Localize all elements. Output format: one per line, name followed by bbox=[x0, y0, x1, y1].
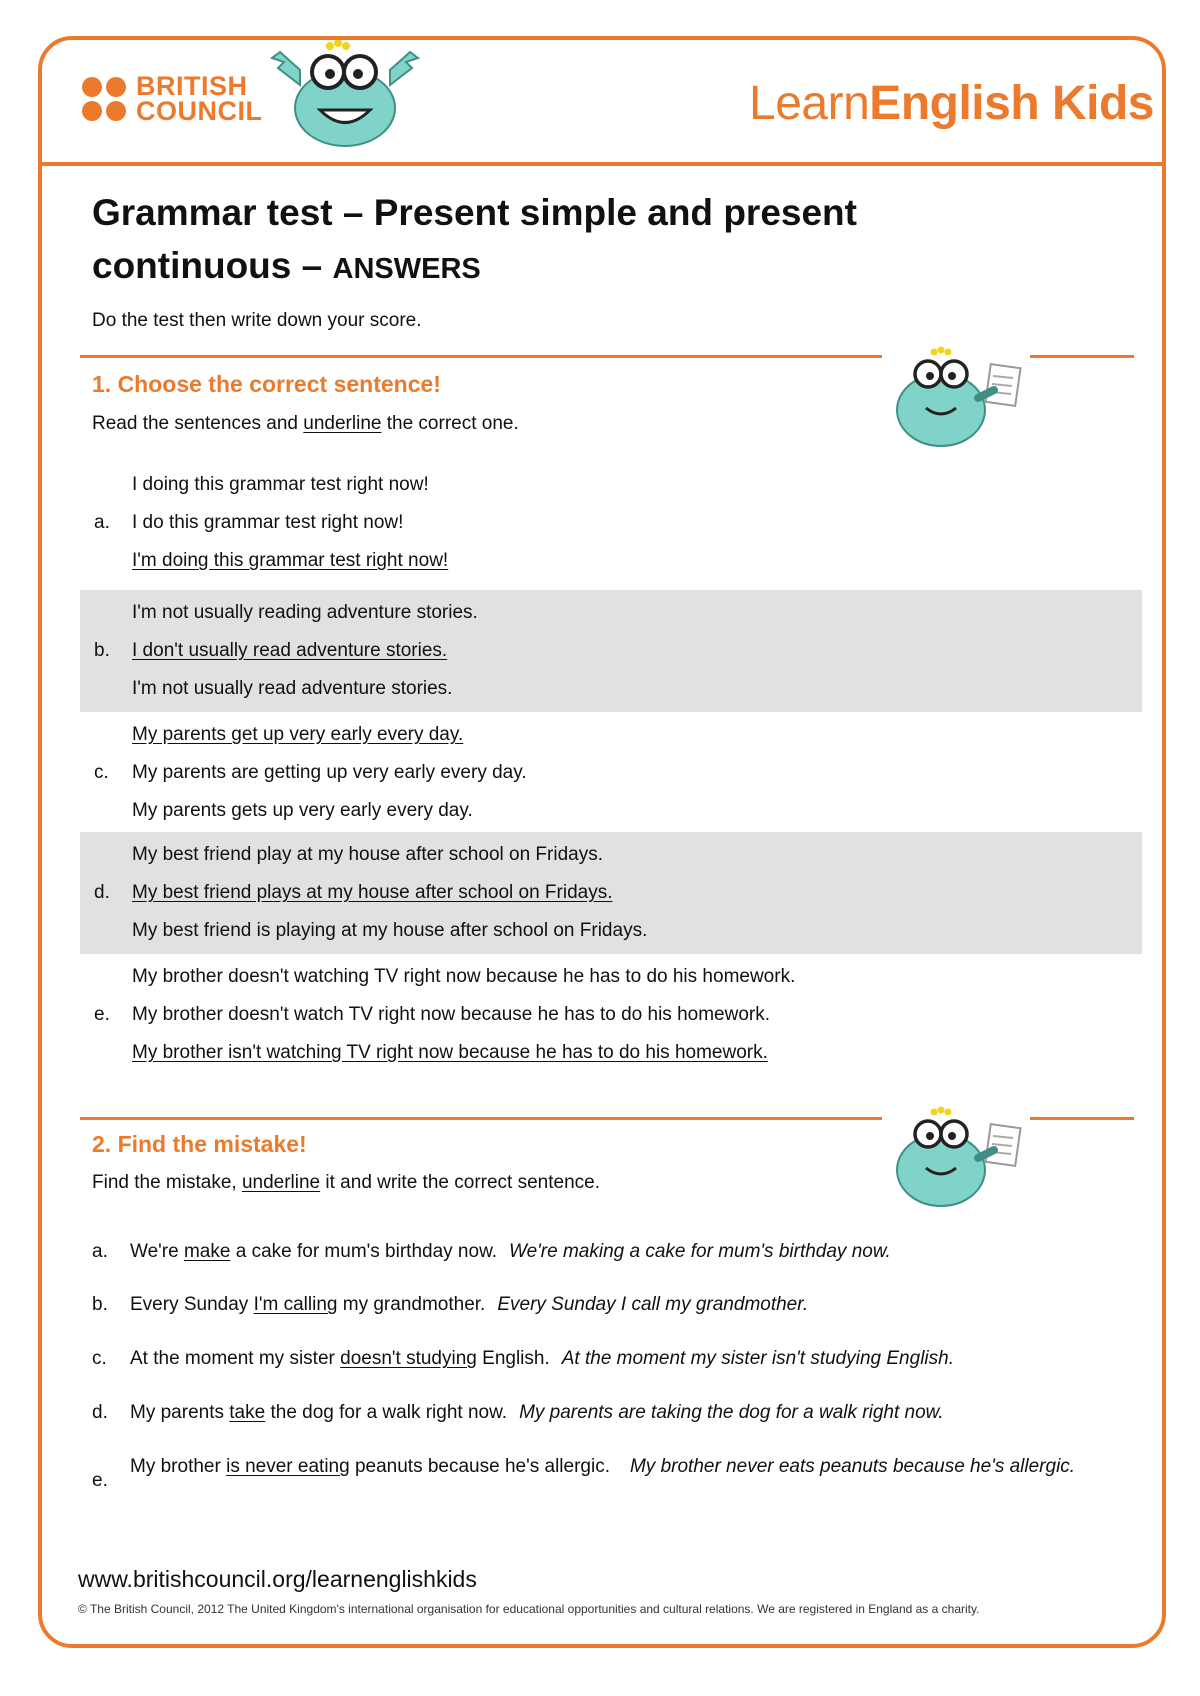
section1-instr-pre: Read the sentences and bbox=[92, 413, 298, 434]
intro-text: Do the test then write down your score. bbox=[92, 310, 422, 331]
footer-copyright: © The British Council, 2012 The United Kingdom's international organisation for educational opportunities and cultural relations. We are registered in England as a charity. bbox=[78, 1602, 980, 1616]
item-e-pre: My brother bbox=[130, 1456, 221, 1477]
question-e-option-3-correct: My brother isn't watching TV right now because he has to do his homework. bbox=[132, 1042, 768, 1063]
item-c-letter: c. bbox=[92, 1348, 107, 1369]
question-b-option-2-correct: I don't usually read adventure stories. bbox=[132, 640, 448, 661]
question-a-option-3-correct: I'm doing this grammar test right now! bbox=[132, 550, 449, 571]
item-a-post: a cake for mum's birthday now. bbox=[235, 1241, 498, 1262]
section2-instructions bbox=[92, 1172, 600, 1194]
item-e-answer: My brother never eats peanuts because he's allergic. bbox=[629, 1456, 1076, 1477]
bc-logo-line1: BRITISH bbox=[136, 71, 248, 101]
item-d-post: the dog for a walk right now. bbox=[270, 1402, 508, 1423]
question-a-option-2: I do this grammar test right now! bbox=[132, 512, 404, 533]
item-b-answer: Every Sunday I call my grandmother. bbox=[497, 1294, 809, 1315]
item-b-letter: b. bbox=[92, 1294, 108, 1315]
question-c-letter: c. bbox=[94, 762, 109, 783]
question-d bbox=[80, 832, 1142, 954]
item-d-answer: My parents are taking the dog for a walk right now. bbox=[519, 1402, 944, 1423]
title-line2: continuous – bbox=[92, 245, 323, 286]
title-answers: ANSWERS bbox=[332, 253, 481, 285]
item-d-mistake: take bbox=[229, 1402, 266, 1423]
monster-mascot-icon bbox=[270, 40, 420, 150]
question-e-letter: e. bbox=[94, 1004, 110, 1025]
le-logo-learn: Learn bbox=[749, 77, 870, 130]
question-d-option-1: My best friend play at my house after school on Fridays. bbox=[132, 844, 603, 865]
item-b-mistake: I'm calling bbox=[253, 1294, 338, 1315]
section1-rule-right bbox=[1030, 355, 1134, 358]
british-council-logo bbox=[82, 71, 263, 126]
item-c-answer: At the moment my sister isn't studying English. bbox=[561, 1348, 954, 1369]
section1-instr-underline: underline bbox=[303, 413, 382, 434]
section2-instr-underline: underline bbox=[241, 1172, 321, 1193]
item-a-letter: a. bbox=[92, 1241, 108, 1262]
question-a-letter: a. bbox=[94, 512, 110, 533]
question-e bbox=[80, 954, 1142, 1074]
section2-title: 2. Find the mistake! bbox=[92, 1131, 307, 1157]
item-c-post: English. bbox=[482, 1348, 550, 1369]
item-b-pre: Every Sunday bbox=[130, 1294, 249, 1315]
section1-rule-left bbox=[80, 355, 882, 358]
question-a-option-1: I doing this grammar test right now! bbox=[132, 474, 429, 495]
question-d-option-3: My best friend is playing at my house after school on Fridays. bbox=[132, 920, 648, 941]
footer-url: www.britishcouncil.org/learnenglishkids bbox=[78, 1566, 477, 1592]
question-c-option-3: My parents gets up very early every day. bbox=[132, 800, 473, 821]
section2-instr-post: it and write the correct sentence. bbox=[325, 1172, 600, 1193]
item-a-pre: We're bbox=[130, 1241, 179, 1262]
question-e-option-2: My brother doesn't watch TV right now because he has to do his homework. bbox=[132, 1004, 771, 1025]
question-c bbox=[80, 712, 1142, 832]
monster-with-paper-icon bbox=[886, 346, 1026, 450]
section1-instructions bbox=[92, 413, 519, 435]
question-b bbox=[80, 590, 1142, 712]
page-title bbox=[92, 186, 992, 296]
title-line1: Grammar test – Present simple and present bbox=[92, 192, 857, 233]
section1-questions bbox=[80, 468, 1142, 586]
question-c-option-2: My parents are getting up very early every day. bbox=[132, 762, 527, 783]
bc-logo-line2: COUNCIL bbox=[136, 96, 263, 126]
item-d-pre: My parents bbox=[130, 1402, 224, 1423]
item-e-mistake: is never eating bbox=[226, 1456, 350, 1477]
item-d-letter: d. bbox=[92, 1402, 108, 1423]
item-a-mistake: make bbox=[183, 1241, 231, 1262]
section2-rule-right bbox=[1030, 1117, 1134, 1120]
item-b-post: my grandmother. bbox=[342, 1294, 486, 1315]
item-a-answer: We're making a cake for mum's birthday now. bbox=[509, 1241, 891, 1262]
monster-with-paper-icon-2 bbox=[886, 1106, 1026, 1210]
question-b-option-3: I'm not usually read adventure stories. bbox=[132, 678, 453, 699]
question-a bbox=[80, 460, 1142, 578]
section1-instr-post: the correct one. bbox=[386, 413, 519, 434]
learnenglish-kids-logo bbox=[749, 76, 1154, 131]
question-b-letter: b. bbox=[94, 640, 110, 661]
section1-title: 1. Choose the correct sentence! bbox=[92, 371, 441, 397]
section1-questions-b-e bbox=[80, 590, 1142, 1074]
section2-instr-pre: Find the mistake, bbox=[92, 1172, 237, 1193]
item-e-letter: e. bbox=[92, 1470, 108, 1491]
item-e-post: peanuts because he's allergic. bbox=[354, 1456, 610, 1477]
question-c-option-1-correct: My parents get up very early every day. bbox=[132, 724, 464, 745]
british-council-dots-icon bbox=[82, 77, 126, 121]
le-logo-kids: Kids bbox=[1051, 77, 1154, 130]
item-c-mistake: doesn't studying bbox=[340, 1348, 477, 1369]
item-c-pre: At the moment my sister bbox=[130, 1348, 335, 1369]
le-logo-english: English bbox=[869, 77, 1040, 130]
section2-rule-left bbox=[80, 1117, 882, 1120]
question-d-option-2-correct: My best friend plays at my house after school on Fridays. bbox=[132, 882, 613, 903]
question-b-option-1: I'm not usually reading adventure stories. bbox=[132, 602, 478, 623]
header-divider bbox=[38, 162, 1166, 166]
question-d-letter: d. bbox=[94, 882, 110, 903]
question-e-option-1: My brother doesn't watching TV right now because he has to do his homework. bbox=[132, 966, 796, 987]
